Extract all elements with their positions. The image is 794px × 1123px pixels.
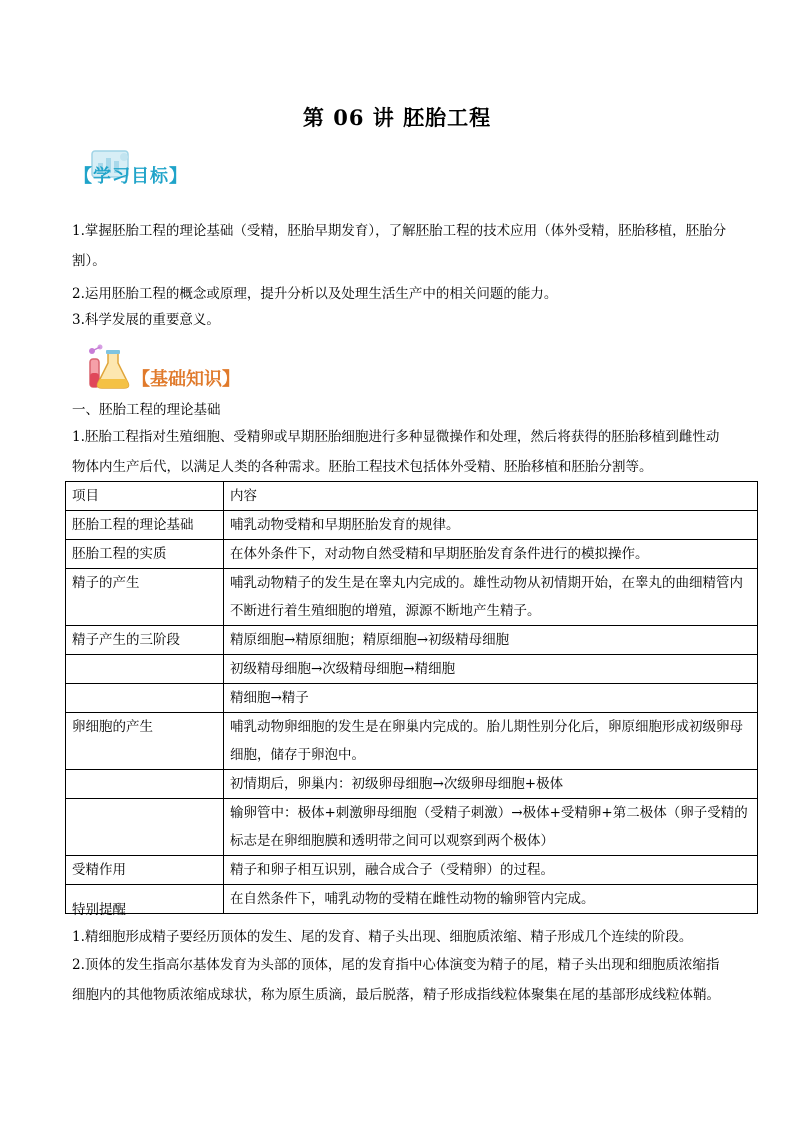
table-row: [66, 511, 758, 540]
intro-paragraph: 1.胚胎工程指对生殖细胞、受精卵或早期胚胎细胞进行多种显微操作和处理，然后将获得的胚胎移植到雌性动物体内生产后代，以满足人类的各种需求。胚胎工程技术包括体外受精、胚胎移植和胚胎分割等。: [72, 429, 720, 475]
table-cell-item: [66, 684, 224, 713]
table-cell-content: 精原细胞→精原细胞；精原细胞→初级精母细胞: [224, 626, 758, 655]
table-cell-content: 初情期后，卵巢内：初级卵母细胞→次级卵母细胞+极体: [224, 770, 758, 799]
table-cell-content: 在体外条件下，对动物自然受精和早期胚胎发育条件进行的模拟操作。: [224, 540, 758, 569]
goal-item-1: 1.掌握胚胎工程的理论基础（受精，胚胎早期发育），了解胚胎工程的技术应用（体外受精，胚胎移植，胚胎分割）。: [72, 223, 727, 269]
table-cell-item: 受精作用: [66, 856, 224, 885]
basic-knowledge-header: [72, 345, 242, 390]
note-item-2: 2.顶体的发生指高尔基体发育为头部的顶体，尾的发育指中心体演变为精子的尾，精子头出现和细胞质浓缩指细胞内的其他物质浓缩成球状，称为原生质滴，最后脱落，精子形成指线粒体聚集在尾的基部形成线粒体鞘。: [72, 957, 720, 1003]
table-header-cell: 内容: [224, 482, 758, 511]
table-cell-content: 精子和卵子相互识别，融合成合子（受精卵）的过程。: [224, 856, 758, 885]
table-cell-content: 在自然条件下，哺乳动物的受精在雌性动物的输卵管内完成。: [224, 885, 758, 914]
note-item-1: 1.精细胞形成精子要经历顶体的发生、尾的发育、精子头出现、细胞质浓缩、精子形成几个连续的阶段。: [72, 929, 693, 945]
page-title: 第 06 讲 胚胎工程: [302, 105, 492, 130]
table-cell-item: [66, 655, 224, 684]
table-cell-item: 卵细胞的产生: [66, 713, 224, 770]
table-cell-item: [66, 799, 224, 856]
table-header-row: [66, 482, 758, 511]
table-cell-item: 胚胎工程的实质: [66, 540, 224, 569]
table-row: [66, 684, 758, 713]
table-row: [66, 856, 758, 885]
table-cell-content: 哺乳动物精子的发生是在睾丸内完成的。雄性动物从初情期开始，在睾丸的曲细精管内不断进行着生殖细胞的增殖，源源不断地产生精子。: [224, 569, 758, 626]
goal-item-3: 3.科学发展的重要意义。: [72, 312, 220, 328]
table-cell-content: 输卵管中：极体+刺激卵母细胞（受精子刺激）→极体+受精卵+第二极体（卵子受精的标志是在卵细胞膜和透明带之间可以观察到两个极体）: [224, 799, 758, 856]
table-row: [66, 799, 758, 856]
table-cell-item: 胚胎工程的理论基础: [66, 511, 224, 540]
table-cell-item: [66, 770, 224, 799]
knowledge-table: [65, 481, 758, 914]
table-row: [66, 540, 758, 569]
table-row: [66, 770, 758, 799]
section-heading: 一、胚胎工程的理论基础: [72, 402, 221, 418]
table-header-cell: 项目: [66, 482, 224, 511]
learning-goals-label: 【学习目标】: [74, 166, 188, 187]
table-row: [66, 655, 758, 684]
basic-knowledge-label: 【基础知识】: [132, 369, 240, 390]
table-row: [66, 569, 758, 626]
learning-goals-header: [72, 148, 202, 190]
table-cell-item: 精子的产生: [66, 569, 224, 626]
table-cell-content: 初级精母细胞→次级精母细胞→精细胞: [224, 655, 758, 684]
flask-icon: [84, 343, 134, 391]
table-row: [66, 713, 758, 770]
goal-item-2: 2.运用胚胎工程的概念或原理，提升分析以及处理生活生产中的相关问题的能力。: [72, 286, 558, 302]
notes-title: 特别提醒: [72, 902, 126, 918]
table-cell-content: 哺乳动物受精和早期胚胎发育的规律。: [224, 511, 758, 540]
table-cell-content: 哺乳动物卵细胞的发生是在卵巢内完成的。胎儿期性别分化后，卵原细胞形成初级卵母细胞，储存于卵泡中。: [224, 713, 758, 770]
table-cell-content: 精细胞→精子: [224, 684, 758, 713]
table-cell-item: 精子产生的三阶段: [66, 626, 224, 655]
table-row: [66, 626, 758, 655]
